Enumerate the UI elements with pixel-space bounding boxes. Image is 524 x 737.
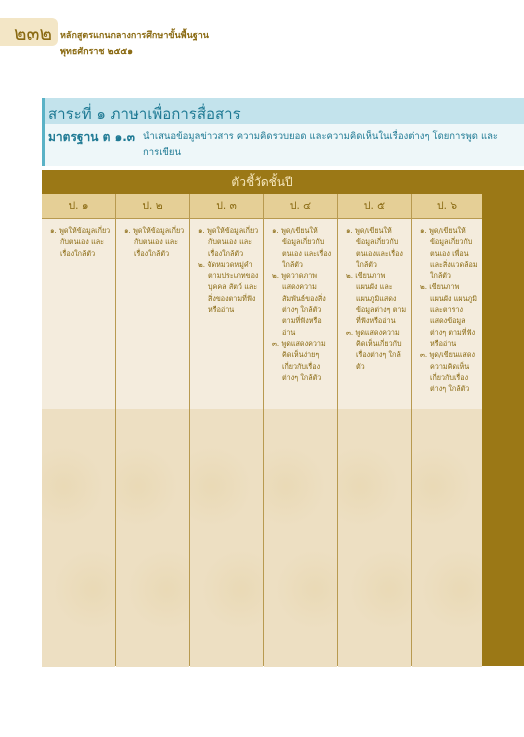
- indicator-item: ๑. พูด/เขียนให้ข้อมูลเกี่ยวกับตนเองและเรื่องใกล้ตัว: [346, 226, 403, 269]
- column-background: [412, 409, 482, 667]
- table-title: ตัวชี้วัดชั้นปี: [231, 175, 293, 189]
- column-background: [264, 409, 337, 667]
- column-header: ป. ๓: [190, 194, 263, 219]
- indicator-item: ๑. พูดให้ข้อมูลเกี่ยวกับตนเอง และเรื่องใกล้ตัว: [50, 226, 111, 258]
- grade-column-p3: [190, 194, 264, 666]
- grade-column-p1: [42, 194, 116, 666]
- column-content: [412, 219, 482, 409]
- grade-column-p6: [412, 194, 482, 666]
- column-content: [116, 219, 189, 409]
- indicator-item: ๒. จัดหมวดหมู่คำตามประเภทของบุคคล สัตว์ และสิ่งของตามที่ฟังหรืออ่าน: [198, 259, 259, 315]
- indicator-item: ๒. เขียนภาพ แผนผัง แผนภูมิ และตาราง แสดงข้อมูลต่างๆ ตามที่ฟังหรืออ่าน: [420, 282, 477, 348]
- column-content: [190, 219, 263, 409]
- column-header: ป. ๒: [116, 194, 189, 219]
- standard-label: มาตรฐาน ต ๑.๓: [48, 130, 135, 144]
- indicator-item: ๓. พูดแสดงความคิดเห็นเกี่ยวกับเรื่องต่างๆ ใกล้ตัว: [346, 327, 402, 371]
- column-content: [42, 219, 115, 409]
- grade-column-p4: [264, 194, 338, 666]
- indicator-item: ๒. พูดวาดภาพ แสดงความสัมพันธ์ของสิ่งต่างๆ ใกล้ตัวตามที่ฟังหรืออ่าน: [272, 271, 326, 337]
- column-background: [42, 409, 115, 667]
- indicator-table: [42, 170, 524, 666]
- book-year: พุทธศักราช ๒๕๕๑: [60, 47, 133, 57]
- indicator-item: ๒. เขียนภาพ แผนผัง และแผนภูมิแสดงข้อมูลต่างๆ ตามที่ฟังหรืออ่าน: [346, 271, 407, 326]
- column-header: ป. ๑: [42, 194, 115, 219]
- indicator-item: ๓. พูดแสดงความคิดเห็นง่ายๆ เกี่ยวกับเรื่องต่างๆ ใกล้ตัว: [272, 338, 326, 382]
- grade-column-p2: [116, 194, 190, 666]
- indicator-item: ๑. พูด/เขียนให้ข้อมูลเกี่ยวกับตนเอง เพื่อน และสิ่งแวดล้อมใกล้ตัว: [420, 226, 478, 281]
- column-header: ป. ๕: [338, 194, 411, 219]
- column-header: ป. ๔: [264, 194, 337, 219]
- column-background: [116, 409, 189, 667]
- indicator-item: ๑. พูดให้ข้อมูลเกี่ยวกับตนเอง และเรื่องใกล้ตัว: [198, 226, 259, 258]
- indicator-item: ๓. พูด/เขียนแสดงความคิดเห็นเกี่ยวกับเรื่องต่างๆ ใกล้ตัว: [420, 350, 476, 394]
- column-background: [190, 409, 263, 667]
- column-content: [264, 219, 337, 409]
- column-header: ป. ๖: [412, 194, 482, 219]
- page-number: ๒๓๒: [14, 23, 53, 45]
- table-body: [42, 194, 482, 666]
- standard-description: นำเสนอข้อมูลข่าวสาร ความคิดรวบยอด และความคิดเห็นในเรื่องต่างๆ โดยการพูด และการเขียน: [143, 131, 498, 158]
- subject-title: สาระที่ ๑ ภาษาเพื่อการสื่อสาร: [48, 105, 241, 123]
- indicator-item: ๑. พูดให้ข้อมูลเกี่ยวกับตนเอง และเรื่องใกล้ตัว: [124, 226, 185, 258]
- column-content: [338, 219, 411, 409]
- book-title: หลักสูตรแกนกลางการศึกษาขั้นพื้นฐาน: [60, 31, 209, 41]
- indicator-item: ๑. พูด/เขียนให้ข้อมูลเกี่ยวกับตนเอง และเรื่องใกล้ตัว: [272, 226, 332, 269]
- grade-column-p5: [338, 194, 412, 666]
- column-background: [338, 409, 411, 667]
